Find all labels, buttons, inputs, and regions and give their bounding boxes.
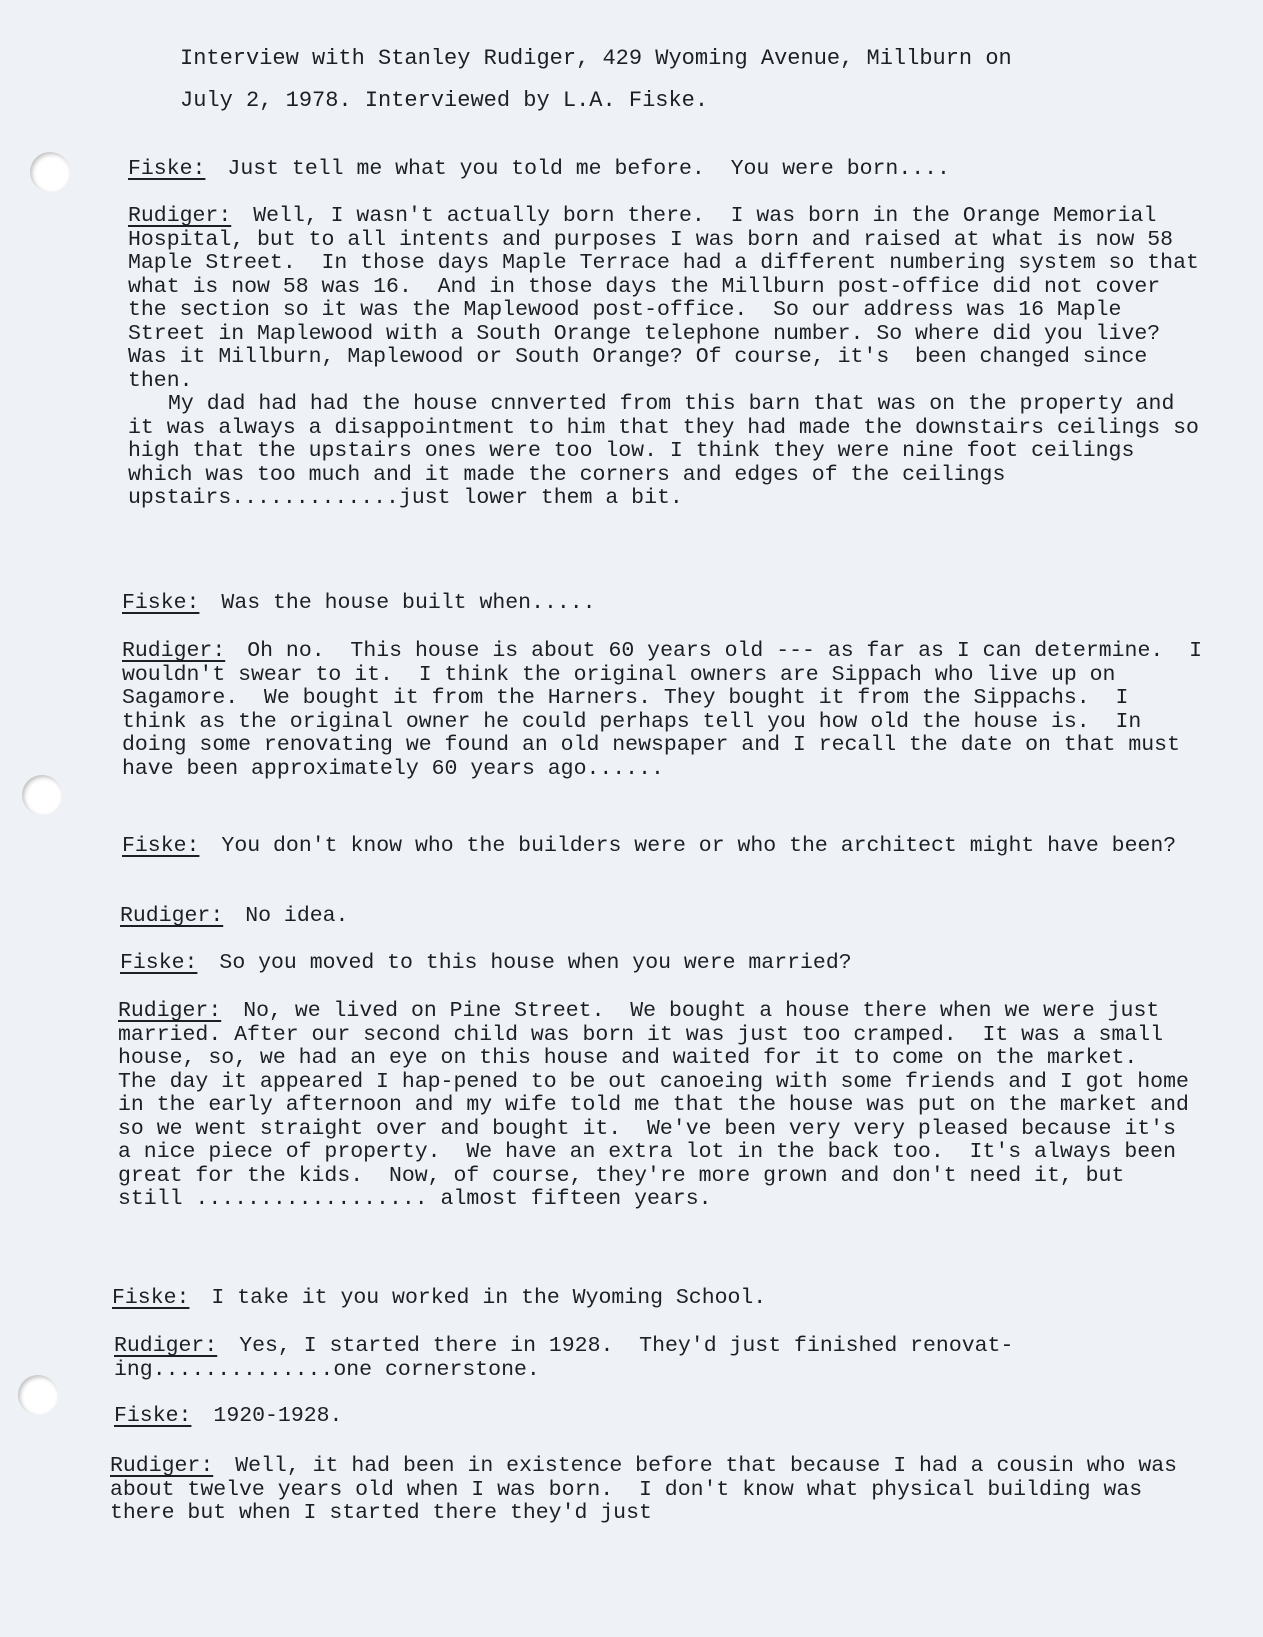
speaker-label: Rudiger: [128, 204, 232, 228]
speaker-label: Fiske: [128, 157, 206, 181]
dialogue-text: Was the house built when..... [221, 591, 596, 615]
speaker-label: Fiske: [122, 834, 200, 858]
dialogue-text: Just tell me what you told me before. You were born.... [227, 157, 950, 181]
speaker-label: Rudiger: [110, 1454, 214, 1478]
exchange [128, 204, 1212, 511]
exchange [128, 158, 1208, 182]
binder-hole [30, 152, 70, 192]
exchange [122, 835, 1202, 859]
speaker-label: Rudiger: [114, 1334, 218, 1358]
exchange [120, 905, 1200, 929]
speaker-label: Fiske: [112, 1286, 190, 1310]
exchange [110, 1455, 1190, 1526]
exchange [122, 639, 1215, 781]
speaker-label: Fiske: [114, 1404, 192, 1428]
dialogue-text: Well, it had been in existence before that because I had a cousin who was about twelve years old when I was born. I don't know what physical building was there but when I started there they'd just [110, 1454, 1190, 1525]
exchange [120, 952, 1200, 976]
exchange [114, 1405, 1194, 1429]
dialogue-text: Oh no. This house is about 60 years old --- as far as I can determine. I wouldn't swear to it. I think the original owners are Sippach who live up on Sagamore. We bought it from the Harners. They bought it from the Sippachs. I think as the original owner he could perhaps tell you how old the house is. In doing some renovating we found an old newspaper and I recall the date on that must have been approximately 60 years ago...... [122, 639, 1215, 781]
binder-hole [22, 775, 62, 815]
exchange [118, 999, 1202, 1212]
document-header [180, 38, 1140, 122]
exchange [122, 592, 1202, 616]
dialogue-text: You don't know who the builders were or who the architect might have been? [221, 834, 1177, 858]
header-line-1: Interview with Stanley Rudiger, 429 Wyoming Avenue, Millburn on [180, 46, 1012, 71]
dialogue-text: 1920-1928. [213, 1404, 343, 1428]
dialogue-text: Well, I wasn't actually born there. I was born in the Orange Memorial Hospital, but to all intents and purposes I was born and raised at what is now 58 Maple Street. In those days Maple Terrace had a different numbering system so that what is now 58 was 16. And in those days the Millburn post-office did not cover the section so it was the Maplewood post-office. So our address was 16 Maple Street in Maplewood with a South Orange telephone number. So where did you live? Was it Millburn, Maplewood or South Orange? Of course, it's been changed since then. [128, 204, 1212, 393]
speaker-label: Rudiger: [122, 639, 226, 663]
header-line-2: July 2, 1978. Interviewed by L.A. Fiske. [180, 88, 709, 113]
dialogue-text: My dad had had the house cnnverted from this barn that was on the property and it was always a disappointment to him that they had made the downstairs ceilings so high that the upstairs ones were too low. I think they were nine foot ceilings which was too much and it made the corners and edges of the ceilings upstairs.............just lower them a bit. [128, 392, 1212, 510]
speaker-label: Fiske: [122, 591, 200, 615]
speaker-label: Rudiger: [118, 999, 222, 1023]
speaker-label: Fiske: [120, 951, 198, 975]
exchange [114, 1335, 1194, 1382]
dialogue-text: No, we lived on Pine Street. We bought a house there when we were just married. After our second child was born it was just too cramped. It was a small house, so, we had an eye on this house and waited for it to come on the market. The day it appeared I hap-pened to be out canoeing with some friends and I got home in the early afternoon and my wife told me that the house was put on the market and so we went straight over and bought it. We've been very very pleased because it's a nice piece of property. We have an extra lot in the back too. It's always been great for the kids. Now, of course, they're more grown and don't need it, but still .................. almost fifteen years. [118, 999, 1202, 1211]
dialogue-text: No idea. [245, 904, 349, 928]
speaker-label: Rudiger: [120, 904, 224, 928]
binder-hole [18, 1375, 58, 1415]
dialogue-text: So you moved to this house when you were married? [219, 951, 852, 975]
dialogue-text: Yes, I started there in 1928. They'd just finished renovat-ing..............one cornerstone. [114, 1334, 1014, 1382]
exchange [112, 1287, 1192, 1311]
dialogue-text: I take it you worked in the Wyoming School. [211, 1286, 767, 1310]
